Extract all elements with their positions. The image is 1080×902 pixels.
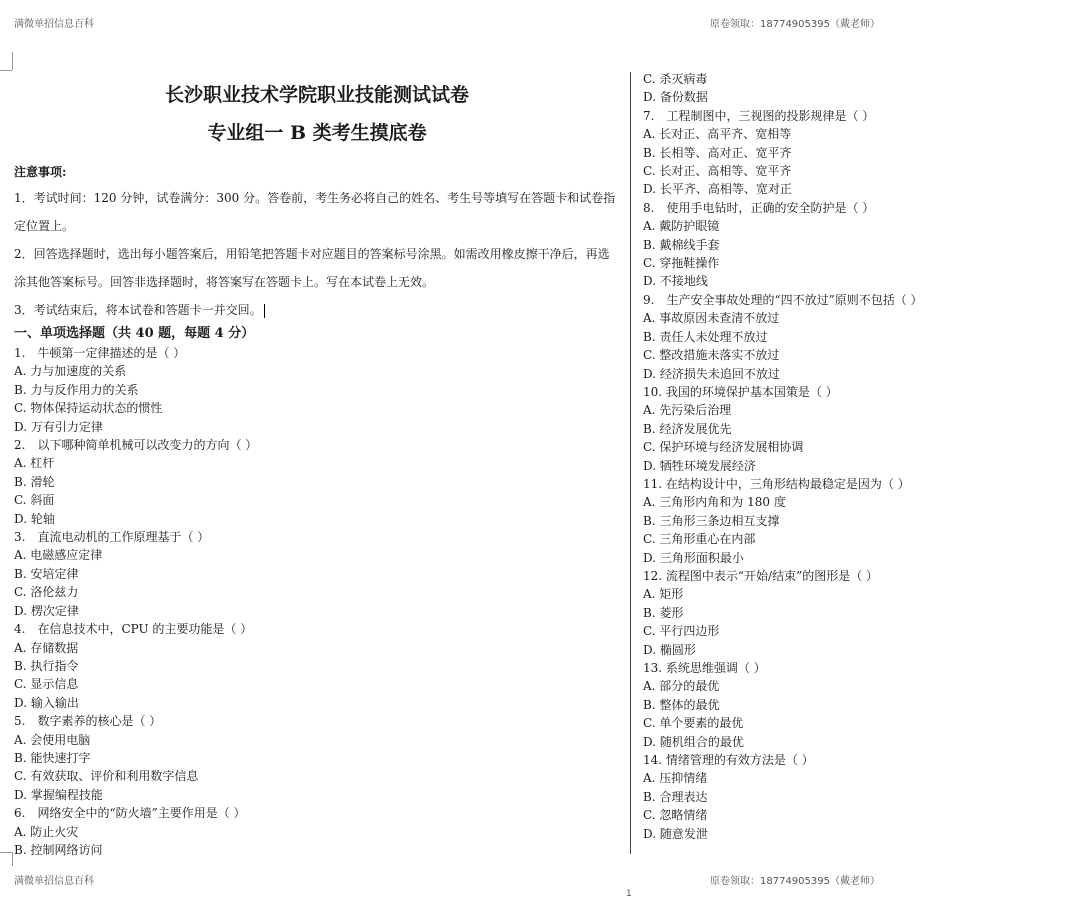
left-column [14,76,620,859]
answer-option: A. 杠杆 [14,456,55,471]
question-stem: 13. 系统思维强调（ ） [643,661,766,675]
question-stem: 7. 工程制图中，三视图的投影规律是（ ） [643,108,875,123]
answer-option: B. 执行指令 [14,658,79,673]
answer-option: D. 随意发泄 [643,826,708,841]
left-question-list [14,344,620,859]
answer-option: C. 有效获取、评价和利用数字信息 [14,769,199,784]
answer-option: C. 整改措施未落实不放过 [643,348,780,363]
answer-option: D. 随机组合的最优 [643,734,744,749]
answer-option: A. 电磁感应定律 [14,548,103,563]
answer-option: B. 力与反作用力的关系 [14,382,139,397]
answer-option: A. 防止火灾 [14,824,79,839]
answer-option: B. 滑轮 [14,474,55,489]
answer-option: A. 事故原因未查清不放过 [643,311,780,326]
answer-option: A. 会使用电脑 [14,732,91,747]
answer-option: C. 斜面 [14,493,55,508]
answer-option: B. 整体的最优 [643,697,720,712]
answer-option: A. 压抑情绪 [643,771,708,786]
answer-option: D. 椭圆形 [643,642,696,657]
answer-option: B. 能快速打字 [14,750,91,765]
notice-item-text: 3．考试结束后，将本试卷和答题卡一并交回。 [14,303,262,317]
right-column [643,70,1073,843]
answer-option: A. 力与加速度的关系 [14,364,127,379]
answer-option: B. 菱形 [643,605,684,620]
footer-left-text: 满微单招信息百科 [14,876,94,887]
answer-option: B. 三角形三条边相互支撑 [643,513,780,528]
answer-option: C. 杀灭病毒 [643,72,708,86]
answer-option: A. 三角形内角和为 180 度 [643,495,786,510]
header-right-text: 原卷领取：18774905395（戴老师） [710,19,880,30]
answer-option: D. 牺牲环境发展经济 [643,458,756,473]
answer-option: C. 显示信息 [14,677,79,692]
question-stem: 11. 在结构设计中，三角形结构最稳定是因为（ ） [643,476,910,491]
answer-option: A. 矩形 [643,587,684,602]
footer-right-text: 原卷领取：18774905395（戴老师） [710,876,880,887]
page-number: 1 [626,889,632,899]
answer-option: D. 长平齐、高相等、宽对正 [643,182,792,197]
question-stem: 10. 我国的环境保护基本国策是（ ） [643,384,838,399]
crop-mark-top-v [12,52,13,70]
answer-option: B. 经济发展优先 [643,421,732,436]
answer-option: D. 掌握编程技能 [14,787,103,802]
answer-option: A. 戴防护眼镜 [643,219,720,234]
answer-option: B. 安培定律 [14,566,79,581]
text-cursor [264,304,265,318]
right-question-list [643,70,1073,843]
question-stem: 6. 网络安全中的“防火墙”主要作用是（ ） [14,806,246,821]
answer-option: B. 合理表达 [643,789,708,804]
answer-option: D. 输入输出 [14,695,79,710]
notice-item [14,296,620,324]
answer-option: A. 长对正、高平齐、宽相等 [643,127,792,142]
answer-option: C. 忽略情绪 [643,808,708,823]
answer-option: D. 经济损失未追回不放过 [643,366,780,381]
header-left-text: 满微单招信息百科 [14,19,94,30]
question-stem: 1. 牛顿第一定律描述的是（ ） [14,346,186,360]
answer-option: D. 万有引力定律 [14,419,103,434]
answer-option: B. 责任人未处理不放过 [643,329,768,344]
section-heading: 一、单项选择题（共 40 题，每题 4 分） [14,326,255,341]
answer-option: D. 三角形面积最小 [643,550,744,565]
question-stem: 9. 生产安全事故处理的“四不放过”原则不包括（ ） [643,292,923,307]
answer-option: C. 单个要素的最优 [643,716,744,731]
answer-option: B. 控制网络访问 [14,842,103,857]
answer-option: C. 穿拖鞋操作 [643,256,720,271]
question-stem: 8. 使用手电钻时，正确的安全防护是（ ） [643,200,875,215]
question-stem: 4. 在信息技术中，CPU 的主要功能是（ ） [14,622,253,637]
exam-subtitle: 专业组一 B 类考生摸底卷 [207,122,427,144]
notice-item: 2．回答选择题时，选出每小题答案后，用铅笔把答题卡对应题目的答案标号涂黑。如需改用橡皮擦干净后，再选涂其他答案标号。回答非选择题时，将答案写在答题卡上。写在本试卷上无效。 [14,247,610,289]
answer-option: C. 物体保持运动状态的惯性 [14,401,163,416]
question-stem: 14. 情绪管理的有效方法是（ ） [643,753,814,768]
answer-option: C. 三角形重心在内部 [643,532,756,547]
crop-mark-bottom-h [0,852,12,853]
question-stem: 3. 直流电动机的工作原理基于（ ） [14,530,210,545]
answer-option: C. 保护环境与经济发展相协调 [643,440,804,455]
question-stem: 12. 流程图中表示“开始/结束”的图形是（ ） [643,568,879,583]
answer-option: B. 戴棉线手套 [643,237,720,252]
answer-option: D. 轮轴 [14,511,55,526]
notice-heading: 注意事项: [14,165,67,179]
answer-option: A. 部分的最优 [643,679,720,694]
answer-option: C. 洛伦兹力 [14,585,79,600]
crop-mark-bottom-v [12,852,13,866]
answer-option: A. 先污染后治理 [643,403,732,418]
answer-option: A. 存储数据 [14,640,79,655]
crop-mark-top-h [0,70,12,71]
column-divider [630,72,631,854]
answer-option: D. 备份数据 [643,90,708,105]
notice-item: 1．考试时间：120 分钟，试卷满分：300 分。答卷前，考生务必将自己的姓名、考生号等填写在答题卡和试卷指定位置上。 [14,191,616,233]
answer-option: B. 长相等、高对正、宽平齐 [643,145,792,160]
answer-option: D. 不接地线 [643,274,708,289]
answer-option: C. 平行四边形 [643,624,720,639]
question-stem: 5. 数字素养的核心是（ ） [14,714,162,729]
answer-option: C. 长对正、高相等、宽平齐 [643,164,792,179]
answer-option: D. 楞次定律 [14,603,79,618]
exam-title: 长沙职业技术学院职业技能测试试卷 [164,84,469,106]
question-stem: 2. 以下哪种简单机械可以改变力的方向（ ） [14,438,258,453]
